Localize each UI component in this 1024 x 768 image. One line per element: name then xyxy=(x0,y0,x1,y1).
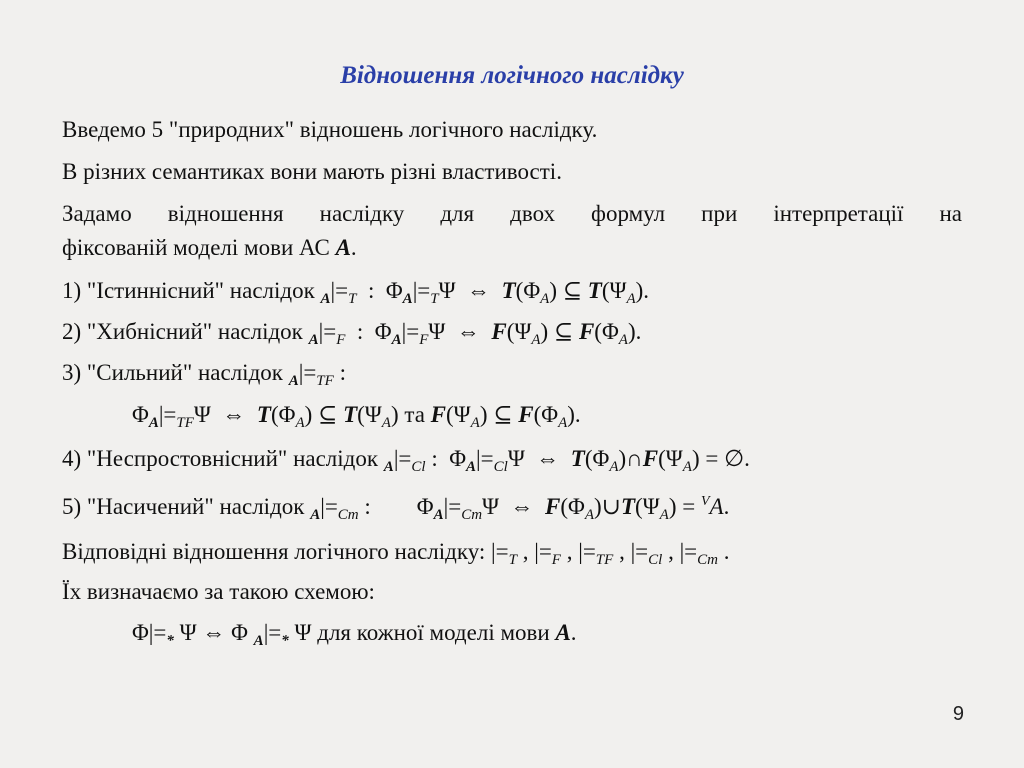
relations-list: Відповідні відношення логічного наслідку: $|=_T$ , $|=_F$ , $|=_{TF}$ , $|=_{Cl}$ , $|=_{Cm}$ . xyxy=(62,539,730,568)
page-number: 9 xyxy=(952,703,964,725)
definition-saturated-consequence: 5) "Насичений" наслідок $_A|=_{Cm}$ : $\Phi_A|=_{Cm}\Psi$ ⇔ $F(\Phi_A)\cup T(\Psi_A) = ^VA$. xyxy=(62,494,730,523)
definition-strong-consequence: 3) "Сильний" наслідок $_A|=_{TF}$ : xyxy=(62,360,346,389)
scheme-formula: $\Phi|=_*$ Ψ ⇔ Φ $_A|=_*$ Ψ для кожної моделі мови A. xyxy=(132,620,577,649)
intro-line-3b: фіксованій моделі мови АС A. xyxy=(62,235,357,260)
intro-line-1: Введемо 5 "природних" відношень логічного наслідку. xyxy=(62,117,598,142)
intro-line-3a: Задамо відношення наслідку для двох формул при інтерпретації на xyxy=(62,201,962,226)
definition-truth-consequence: 1) "Істиннісний" наслідок $_A|=_T$ : $\Phi_A|=_T\Psi$ ⇔ $T(\Phi_A)$ ⊆ $T(\Psi_A)$. xyxy=(62,278,650,307)
definition-falsity-consequence: 2) "Хибнісний" наслідок $_A|=_F$ : $\Phi_A|=_F\Psi$ ⇔ $F(\Psi_A)$ ⊆ $F(\Phi_A)$. xyxy=(62,319,642,348)
intro-line-2: В різних семантиках вони мають різні властивості. xyxy=(62,159,562,184)
definition-irrefutable-consequence: 4) "Неспростовнісний" наслідок $_A|=_{Cl}$ : $\Phi_A|=_{Cl}\Psi$ ⇔ $T(\Phi_A)\cap F(\Psi_A)$ = ∅. xyxy=(62,446,750,475)
definition-strong-formula: $\Phi_A|=_{TF}\Psi$ ⇔ $T(\Phi_A)$ ⊆ $T(\Psi_A)$ та $F(\Psi_A)$ ⊆ $F(\Phi_A)$. xyxy=(132,402,581,431)
slide-title: Відношення логічного наслідку xyxy=(340,62,684,89)
scheme-intro: Їх визначаємо за такою схемою: xyxy=(62,579,375,604)
